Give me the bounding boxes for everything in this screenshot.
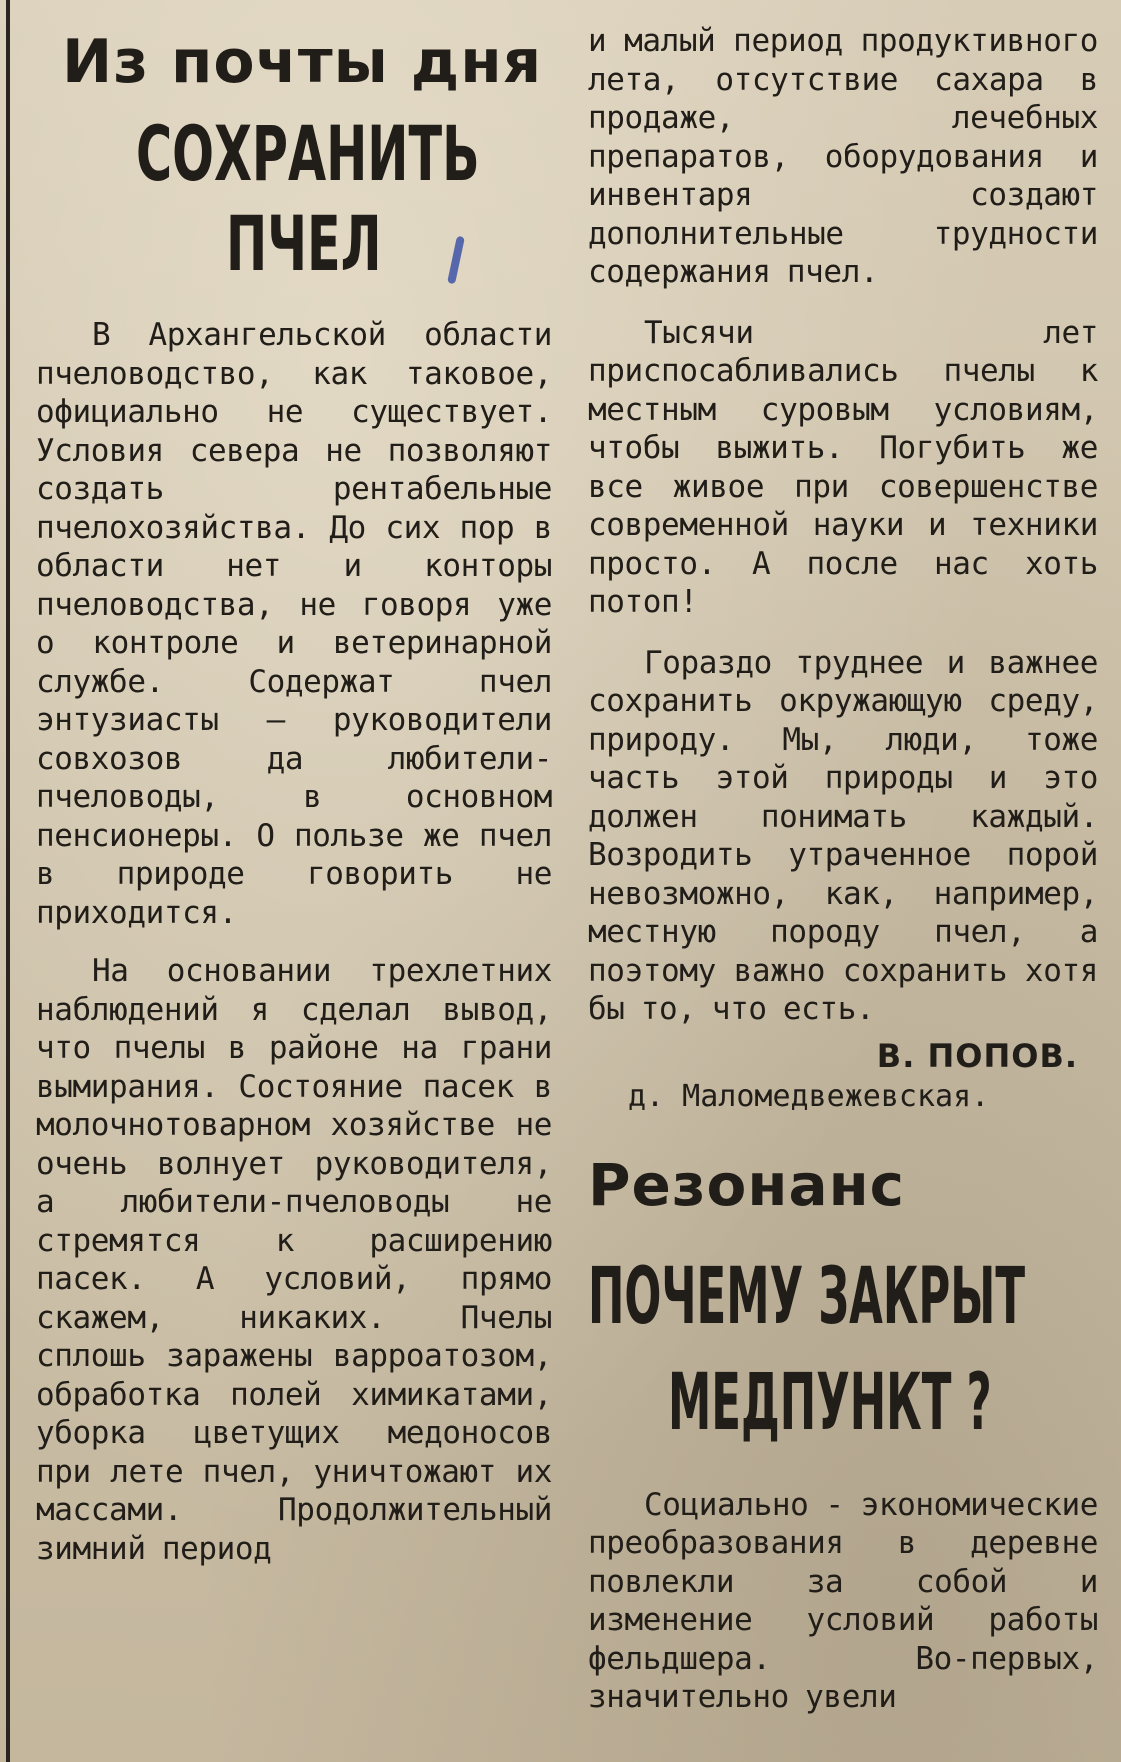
article1-paragraph: Гораздо труднее и важнее сохранить окружающую среду, природу. Мы, люди, тоже часть этой природы и это должен понимать каждый. Возродить утраченное порой невозможно, как, например, местную породу пчел, а поэтому важно сохранить хотя бы то, что есть. bbox=[588, 644, 1098, 1027]
article1-paragraph: В Архангельской области пчеловодство, как таковое, официально не существует. Условия севера не позволяют создать рентабельные пчелохозяйства. До сих пор в области нет и конторы пчеловодства, не говоря уже о контроле и ветеринарной службе. Содержат пчел энтузиасты — руководители совхозов да любители-пчеловоды, в основном пенсионеры. О пользе же пчел в природе говорить не приходится. bbox=[36, 317, 552, 931]
left-column bbox=[36, 22, 552, 1568]
article1-author: В. ПОПОВ. bbox=[876, 1036, 1078, 1075]
column-rule bbox=[6, 0, 10, 1762]
article1-paragraph: Тысячи лет приспосабливались пчелы к местным суровым условиям, чтобы выжить. Погубить же все живое при совершенстве современной науки и техники просто. А после нас хоть потоп! bbox=[588, 314, 1098, 620]
article2-paragraph: Социально - экономические преобразования в деревне повлекли за собой и изменение условий работы фельдшера. Во-первых, значительно увели bbox=[588, 1486, 1098, 1715]
article1-paragraph: и малый период продуктивного лета, отсутствие сахара в продаже, лечебных препаратов, оборудования и инвентаря создают дополнительные трудности содержания пчел. bbox=[588, 23, 1098, 290]
article2-headline-line2: МЕДПУНКТ ? bbox=[668, 1357, 992, 1448]
right-column bbox=[588, 22, 1098, 1717]
article2-headline-line1: ПОЧЕМУ ЗАКРЫТ bbox=[588, 1251, 1026, 1342]
article1-headline-line2: ПЧЕЛ bbox=[226, 199, 382, 288]
article1-headline-line1: СОХРАНИТЬ bbox=[136, 109, 480, 198]
article1-paragraph: На основании трехлетних наблюдений я сделал вывод, что пчелы в районе на грани вымирания. Состояние пасек в молочнотоварном хозяйстве не очень волнует руководителя, а любители-пчеловоды не стремятся к расширению пасек. А условий, прямо скажем, никаких. Пчелы сплошь заражены варроатозом, обработка полей химикатами, уборка цветущих медоносов при лете пчел, уничтожают их массами. Продолжительный зимний период bbox=[36, 953, 552, 1567]
article1-place: д. Маломедвежевская. bbox=[628, 1078, 990, 1114]
article2-rubric: Резонанс bbox=[588, 1150, 906, 1219]
article1-rubric: Из почты дня bbox=[62, 27, 543, 97]
